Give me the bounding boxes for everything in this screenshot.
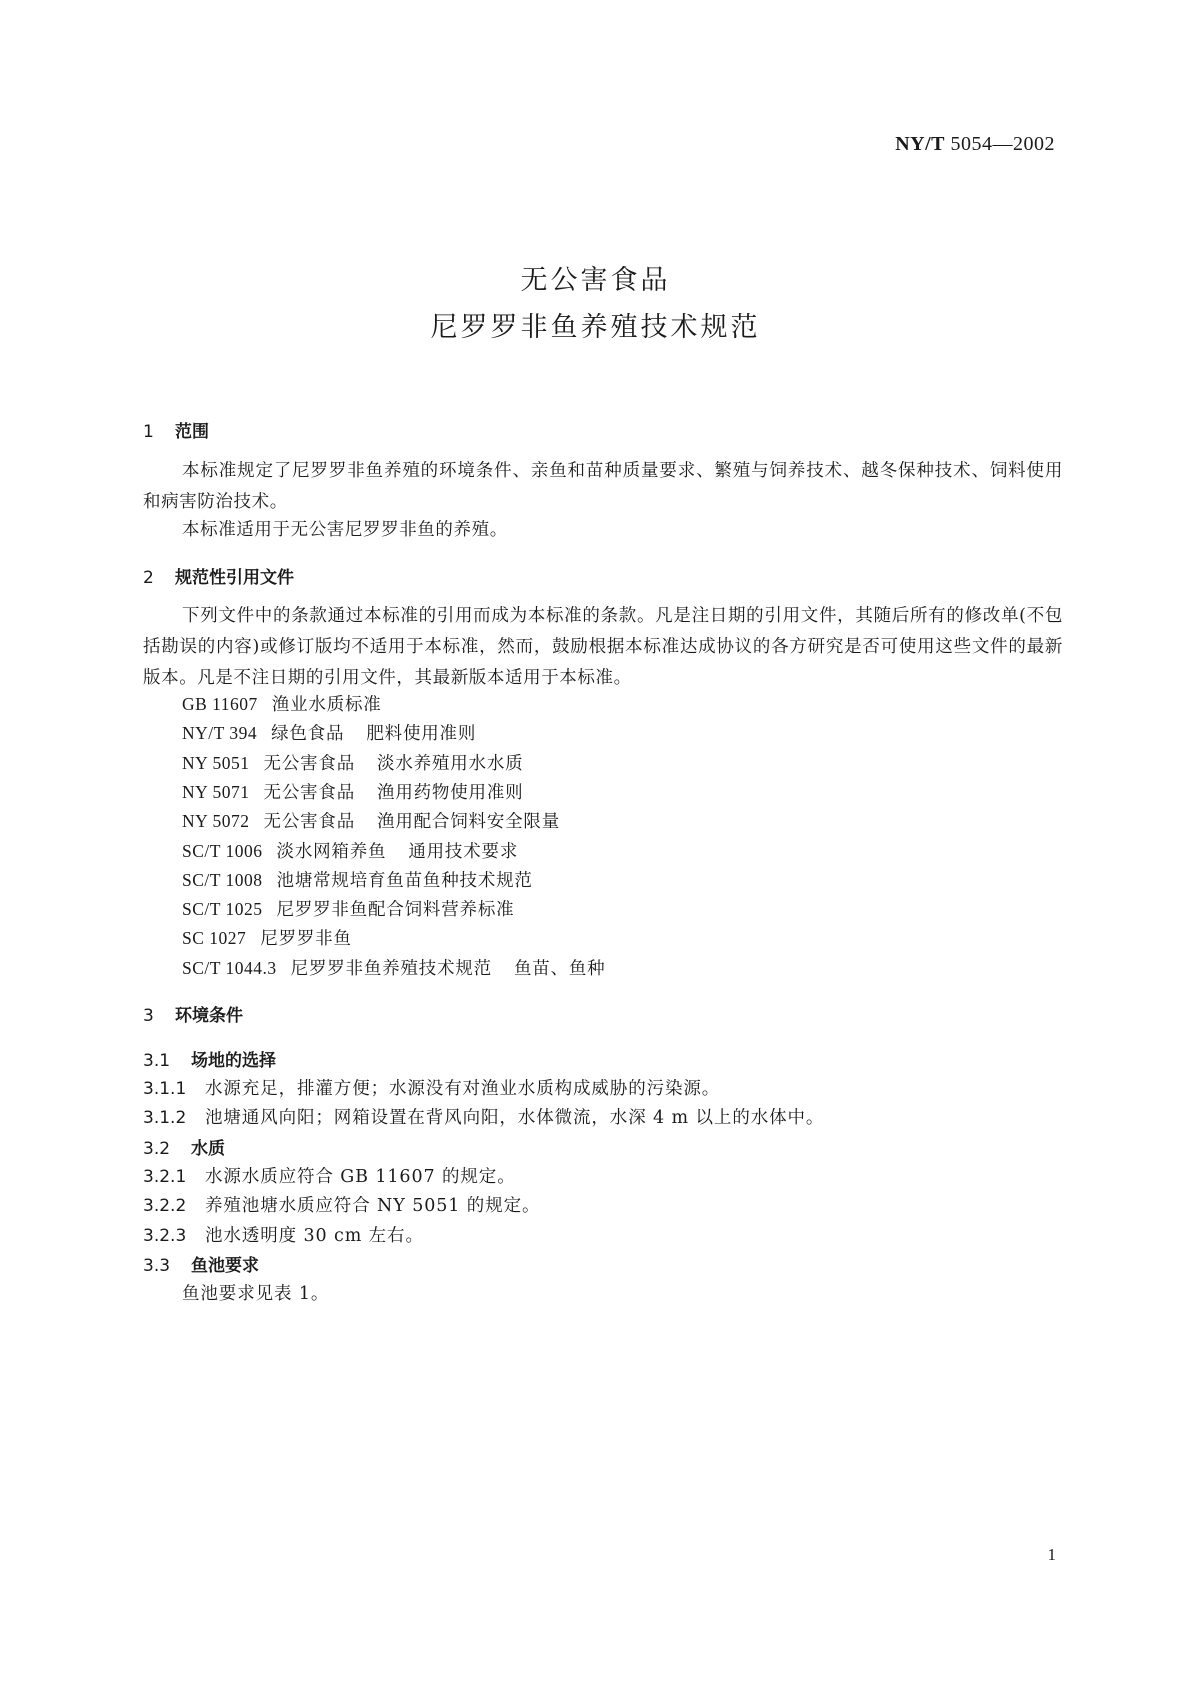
reference-title: 无公害食品 [263,753,356,774]
reference-item [182,720,476,745]
reference-code: SC/T 1025 [182,899,263,920]
reference-item [182,925,352,950]
section-number: 1 [143,422,154,442]
reference-subtitle: 淡水养殖用水水质 [377,753,524,774]
reference-title: 绿色食品 [271,724,345,745]
title-line-2: 尼罗罗非鱼养殖技术规范 [430,312,761,343]
reference-subtitle: 肥料使用准则 [366,724,477,745]
reference-item [182,867,533,892]
title-line-1: 无公害食品 [520,265,671,296]
reference-item [182,955,605,980]
reference-title: 渔业水质标准 [271,695,382,715]
standard-number [895,133,1055,156]
reference-subtitle: 通用技术要求 [408,841,519,862]
section-2-paragraph: 下列文件中的条款通过本标准的引用而成为本标准的条款。凡是注日期的引用文件，其随后所有的修改单(不包括勘误的内容)或修订版均不适用于本标准，然而，鼓励根据本标准达成协议的各方研究是否可使用这些文件的最新版本。凡是不注日期的引用文件，其最新版本适用于本标准。 [143,606,1063,688]
reference-subtitle: 渔用配合饲料安全限量 [377,812,561,833]
reference-code: SC/T 1008 [182,869,263,890]
section-1-paragraph-1: 本标准规定了尼罗罗非鱼养殖的环境条件、亲鱼和苗种质量要求、繁殖与饲养技术、越冬保种技术、饲料使用和病害防治技术。 [143,461,1063,512]
subsection-3-1-heading: 3.1 场地的选择 [143,1051,276,1071]
reference-item [182,808,560,833]
section-1-paragraph-2: 本标准适用于无公害尼罗罗非鱼的养殖。 [182,520,508,540]
reference-title: 淡水网箱养鱼 [276,841,387,862]
reference-title: 尼罗罗非鱼养殖技术规范 [290,958,492,979]
reference-code: NY/T 394 [182,723,258,744]
subsection-3-3-text: 鱼池要求见表 1。 [182,1284,330,1304]
clause-3-1-1: 3.1.1 水源充足，排灌方便；水源没有对渔业水质构成威胁的污染源。 [143,1079,721,1099]
section-title: 规范性引用文件 [175,568,294,588]
clause-3-2-2: 3.2.2 养殖池塘水质应符合 NY 5051 的规定。 [143,1196,541,1216]
reference-code: SC/T 1006 [182,840,263,861]
reference-item [182,779,523,804]
reference-code: SC/T 1044.3 [182,957,277,978]
reference-code: GB 11607 [182,694,258,714]
subsection-3-3-heading: 3.3 鱼池要求 [143,1256,259,1276]
reference-code: SC 1027 [182,928,247,949]
subsection-3-2-heading: 3.2 水质 [143,1139,225,1159]
clause-3-2-1: 3.2.1 水源水质应符合 GB 11607 的规定。 [143,1167,516,1187]
section-1-heading [143,417,209,442]
standard-prefix: NY/T [895,133,945,155]
section-3-heading [143,1001,243,1026]
reference-code: NY 5072 [182,811,250,832]
reference-title: 尼罗罗非鱼 [260,929,352,950]
reference-item [182,750,523,775]
reference-subtitle: 渔用药物使用准则 [377,782,524,803]
clause-3-1-2: 3.1.2 池塘通风向阳；网箱设置在背风向阳，水体微流，水深 4 m 以上的水体中。 [143,1108,825,1128]
reference-code: NY 5051 [182,752,250,773]
reference-title: 池塘常规培育鱼苗鱼种技术规范 [276,870,533,891]
section-2-heading [143,563,294,588]
section-number: 2 [143,568,154,588]
section-number: 3 [143,1006,154,1026]
reference-subtitle: 鱼苗、鱼种 [513,958,606,979]
reference-item [182,691,382,716]
reference-item [182,896,514,921]
reference-title: 尼罗罗非鱼配合饲料营养标准 [276,900,515,921]
reference-title: 无公害食品 [263,812,356,833]
section-title: 范围 [175,422,209,442]
section-title: 环境条件 [175,1006,243,1026]
reference-title: 无公害食品 [263,782,356,803]
reference-item [182,838,518,863]
page-number: 1 [1047,1545,1056,1564]
reference-code: NY 5071 [182,781,250,802]
standard-code: 5054—2002 [950,133,1055,155]
clause-3-2-3: 3.2.3 池水透明度 30 cm 左右。 [143,1226,424,1246]
